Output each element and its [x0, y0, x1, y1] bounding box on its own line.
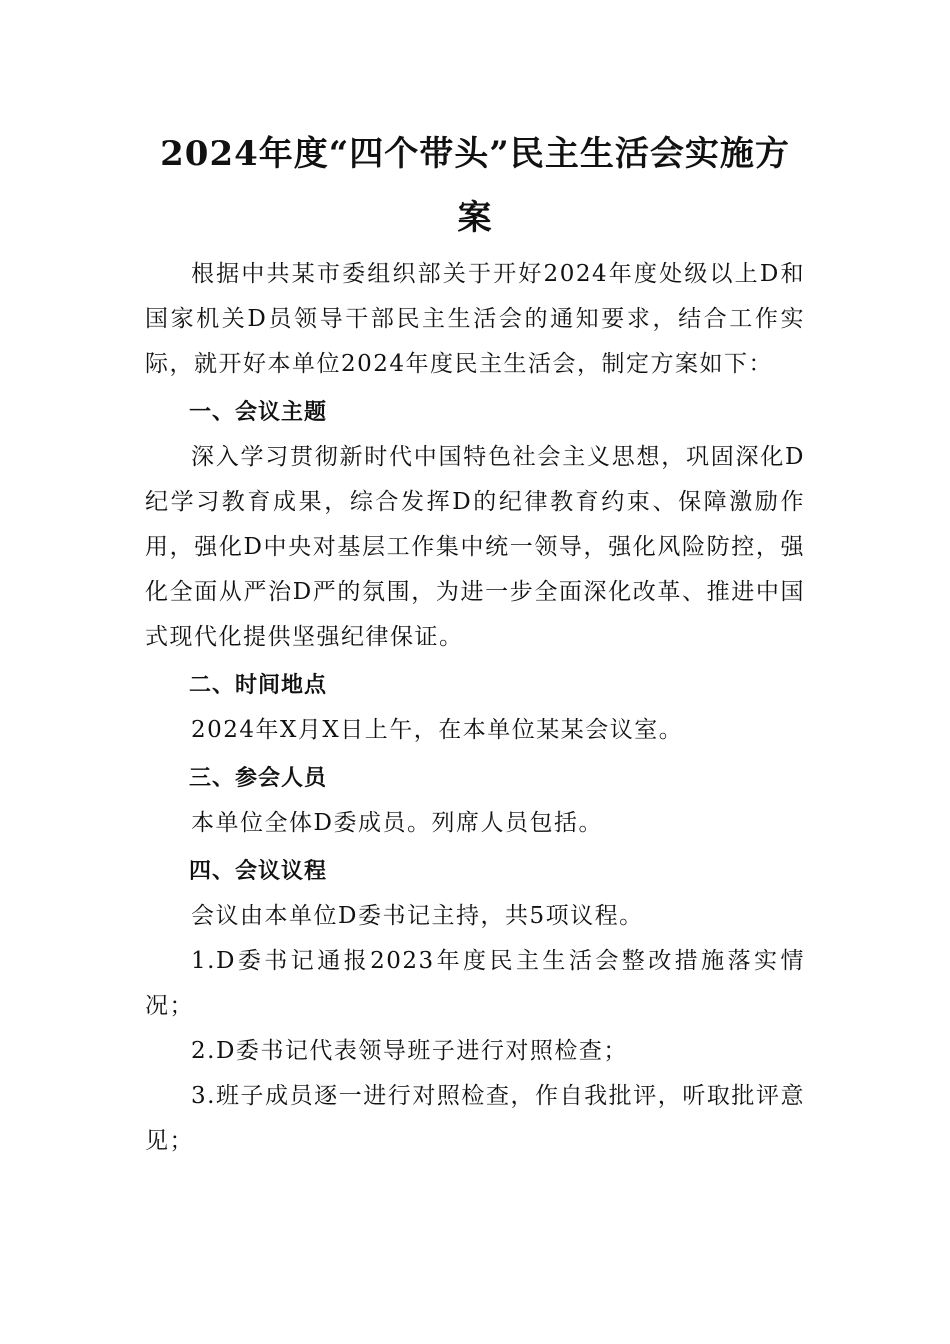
- section-heading-attendees: 三、参会人员: [189, 766, 328, 791]
- section-text-attendees: 本单位全体D委成员。列席人员包括。: [191, 810, 603, 836]
- section-heading-time-place: 二、时间地点: [189, 673, 328, 698]
- agenda-item: 2.D委书记代表领导班子进行对照检查；: [191, 1038, 628, 1064]
- section-heading-agenda: 四、会议议程: [189, 859, 328, 884]
- document-title: 2024年度“四个带头”民主生活会实施方案: [160, 134, 790, 238]
- section-text-agenda: 会议由本单位D委书记主持，共5项议程。: [191, 903, 644, 929]
- section-heading-theme: 一、会议主题: [189, 400, 328, 425]
- agenda-item: 3.班子成员逐一进行对照检查，作自我批评，听取批评意见；: [145, 1083, 805, 1154]
- section-text-theme: 深入学习贯彻新时代中国特色社会主义思想，巩固深化D纪学习教育成果，综合发挥D的纪律教育约束、保障激励作用，强化D中央对基层工作集中统一领导，强化风险防控，强化全面从严治D严的氛围，为进一步全面深化改革、推进中国式现代化提供坚强纪律保证。: [145, 444, 805, 650]
- intro-paragraph: 根据中共某市委组织部关于开好2024年度处级以上D和国家机关D员领导干部民主生活会的通知要求，结合工作实际，就开好本单位2024年度民主生活会，制定方案如下：: [145, 261, 805, 377]
- section-text-time-place: 2024年X月X日上午，在本单位某某会议室。: [191, 717, 684, 743]
- agenda-item: 1.D委书记通报2023年度民主生活会整改措施落实情况；: [145, 948, 805, 1019]
- document-body: [145, 252, 805, 1164]
